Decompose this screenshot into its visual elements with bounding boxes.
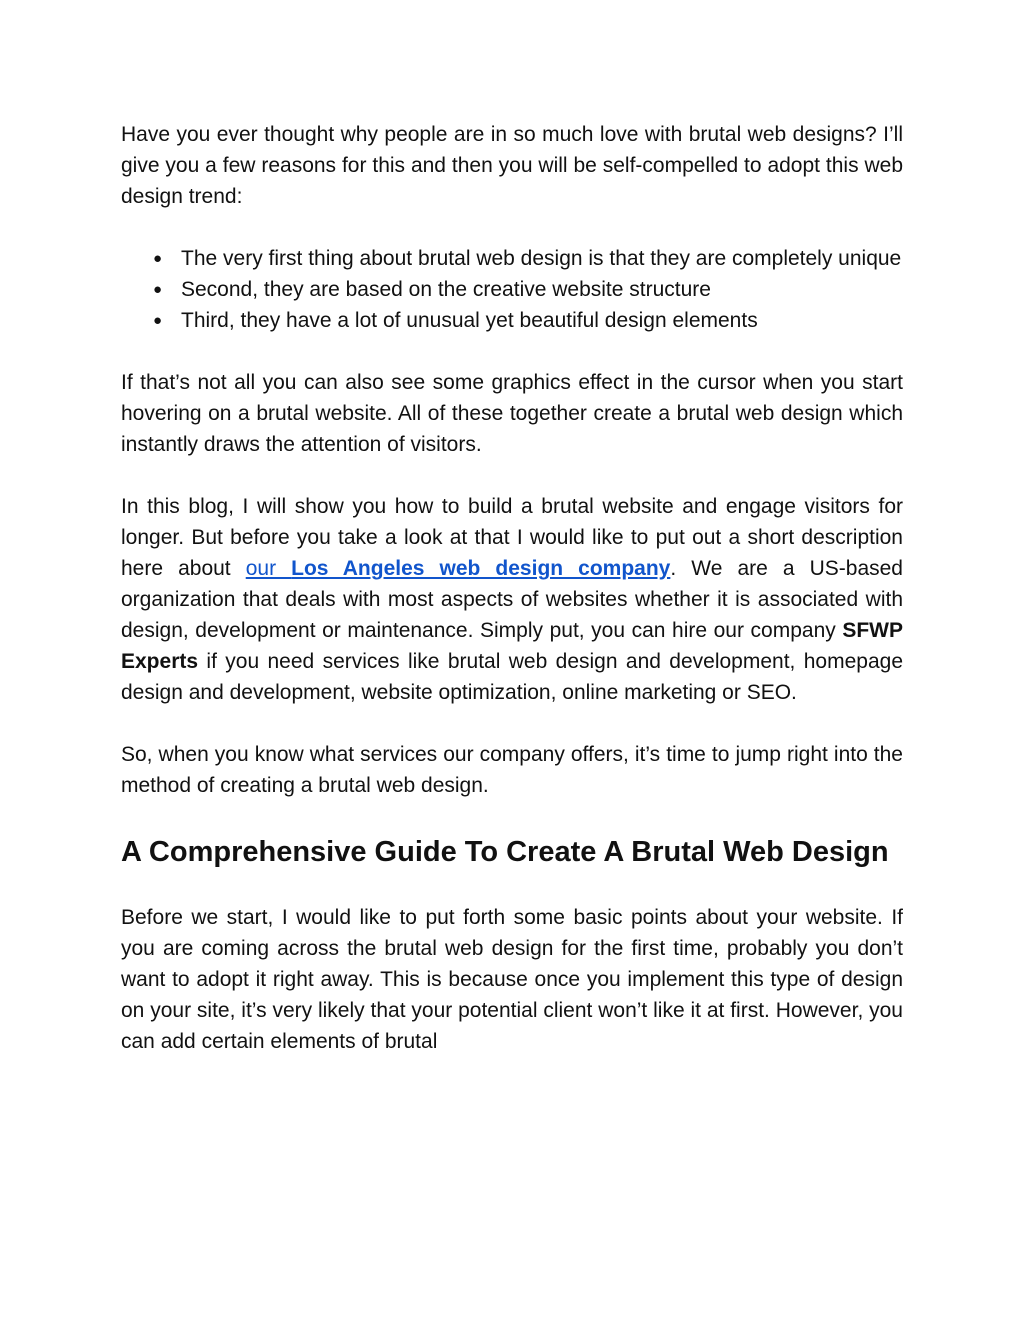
intro-paragraph: Have you ever thought why people are in so much love with brutal web designs? I’ll give you a few reasons for this and then you will be self-compelled to adopt this web design trend: <box>121 123 903 208</box>
before-start-paragraph: Before we start, I would like to put forth some basic points about your website. If you are coming across the brutal web design for the first time, probably you don’t want to adopt it right away. This is because once you implement this type of design on your site, it’s very likely that your potential client won’t like it at first. However, you can add certain elements of brutal <box>121 906 903 1053</box>
bullet-icon: ● <box>153 281 163 298</box>
section-heading: A Comprehensive Guide To Create A Brutal Web Design <box>121 836 889 868</box>
cursor-effect-paragraph: If that’s not all you can also see some graphics effect in the cursor when you start hovering on a brutal website. All of these together create a brutal web design which instantly draws the attention of visitors. <box>121 371 903 456</box>
list-item-text: Second, they are based on the creative website structure <box>181 278 711 301</box>
company-link-label: Los Angeles web design company <box>291 557 671 580</box>
bullet-icon: ● <box>153 250 163 267</box>
company-link-prefix: our <box>245 557 292 580</box>
list-item-text: Third, they have a lot of unusual yet beautiful design elements <box>181 309 758 332</box>
bullet-icon: ● <box>153 312 163 329</box>
company-link[interactable] <box>246 557 671 580</box>
list-item-text: The very first thing about brutal web design is that they are completely unique <box>181 247 902 270</box>
company-name: SFWP Experts <box>121 619 903 673</box>
list-item <box>121 274 903 305</box>
blog-intro-paragraph <box>121 491 903 708</box>
list-item <box>121 305 903 336</box>
blog-text-before-link: In this blog, I will show you how to build a brutal website and engage visitors for longer. But before you take a look at that I would like to put out a short description here about <box>121 495 903 580</box>
blog-text-after-company: if you need services like brutal web design and development, homepage design and development, website optimization, online marketing or SEO. <box>121 650 903 704</box>
list-item <box>121 243 903 274</box>
document-page <box>121 119 903 1088</box>
blog-text-after-link: . We are a US-based organization that deals with most aspects of websites whether it is associated with design, development or maintenance. Simply put, you can hire our company <box>121 557 903 642</box>
reasons-list <box>121 243 903 336</box>
services-paragraph: So, when you know what services our company offers, it’s time to jump right into the method of creating a brutal web design. <box>121 743 903 797</box>
